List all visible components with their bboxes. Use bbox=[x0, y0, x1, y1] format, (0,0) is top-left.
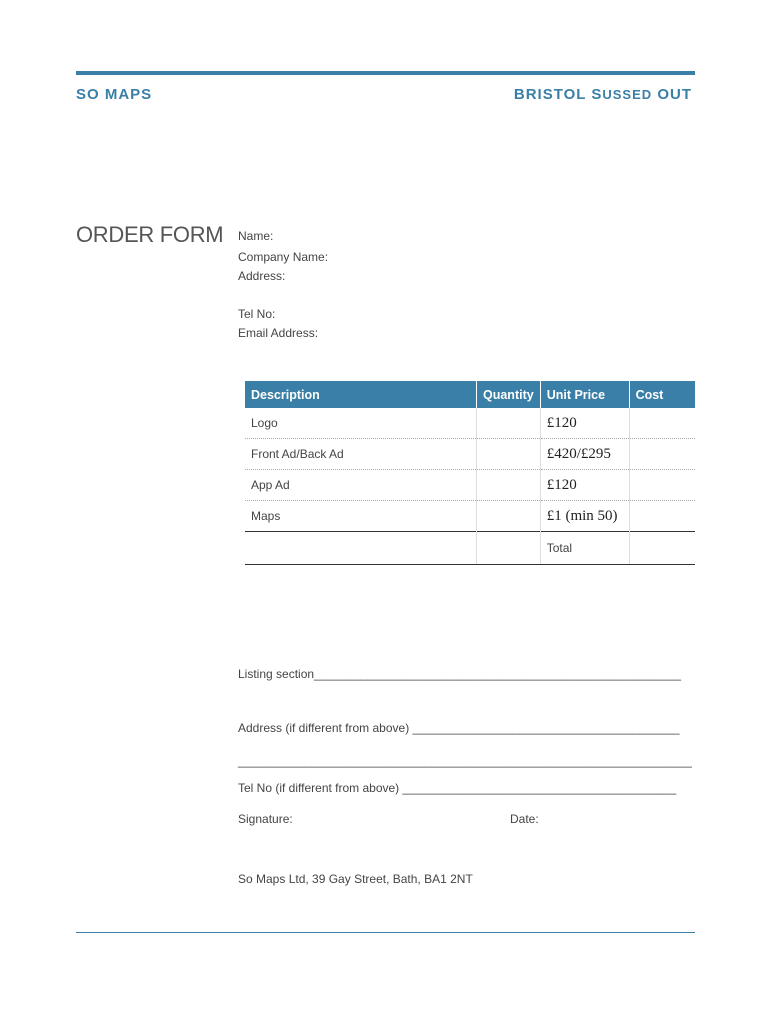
row-unit-price: £1 (min 50) bbox=[540, 501, 629, 532]
row-quantity[interactable] bbox=[477, 439, 541, 470]
row-description: App Ad bbox=[245, 470, 477, 501]
tel-label: Tel No: bbox=[238, 307, 276, 321]
row-quantity[interactable] bbox=[477, 408, 541, 439]
page-title: ORDER FORM bbox=[76, 222, 224, 247]
email-label: Email Address: bbox=[238, 326, 319, 340]
row-quantity[interactable] bbox=[477, 470, 541, 501]
row-cost[interactable] bbox=[629, 470, 695, 501]
date-label: Date: bbox=[510, 812, 539, 826]
alt-tel-line[interactable]: Tel No (if different from above) _________________________________________ bbox=[238, 781, 677, 795]
table-row bbox=[245, 501, 695, 532]
header-cost: Cost bbox=[629, 381, 695, 408]
row-quantity[interactable] bbox=[477, 501, 541, 532]
brand-right-main: BRISTOL S bbox=[513, 86, 603, 103]
name-label: Name: bbox=[238, 229, 274, 243]
row-unit-price: £420/£295 bbox=[540, 439, 629, 470]
row-cost[interactable] bbox=[629, 439, 695, 470]
alt-address-line[interactable]: Address (if different from above) ________________________________________ bbox=[238, 721, 680, 735]
row-cost[interactable] bbox=[629, 501, 695, 532]
listing-section-line[interactable]: Listing section_______________________________________________________ bbox=[238, 667, 682, 681]
row-unit-price: £120 bbox=[540, 408, 629, 439]
row-description: Maps bbox=[245, 501, 477, 532]
table-row bbox=[245, 408, 695, 439]
brand-left: SO MAPS bbox=[76, 86, 153, 103]
header-unit-price: Unit Price bbox=[540, 381, 629, 408]
total-label: Total bbox=[540, 532, 629, 565]
top-rule bbox=[76, 71, 695, 75]
footer-address: So Maps Ltd, 39 Gay Street, Bath, BA1 2NT bbox=[238, 872, 473, 886]
row-description: Logo bbox=[245, 408, 477, 439]
order-table bbox=[245, 381, 695, 565]
bottom-rule bbox=[76, 932, 695, 933]
total-cost[interactable] bbox=[629, 532, 695, 565]
table-row bbox=[245, 470, 695, 501]
total-blank-quantity bbox=[477, 532, 541, 565]
row-description: Front Ad/Back Ad bbox=[245, 439, 477, 470]
brand-right bbox=[514, 86, 692, 103]
company-name-label: Company Name: bbox=[238, 250, 329, 264]
row-cost[interactable] bbox=[629, 408, 695, 439]
header-description: Description bbox=[245, 381, 477, 408]
row-unit-price: £120 bbox=[540, 470, 629, 501]
brand-right-end: OUT bbox=[652, 86, 692, 103]
header-quantity: Quantity bbox=[477, 381, 541, 408]
total-blank bbox=[245, 532, 477, 565]
alt-address-continuation-line[interactable]: ____________________________________________________________________ bbox=[238, 754, 692, 768]
total-row bbox=[245, 532, 695, 565]
table-header-row bbox=[245, 381, 695, 408]
signature-label: Signature: bbox=[238, 812, 293, 826]
address-label: Address: bbox=[238, 269, 286, 283]
table-row bbox=[245, 439, 695, 470]
brand-right-small: USSED bbox=[602, 87, 653, 102]
